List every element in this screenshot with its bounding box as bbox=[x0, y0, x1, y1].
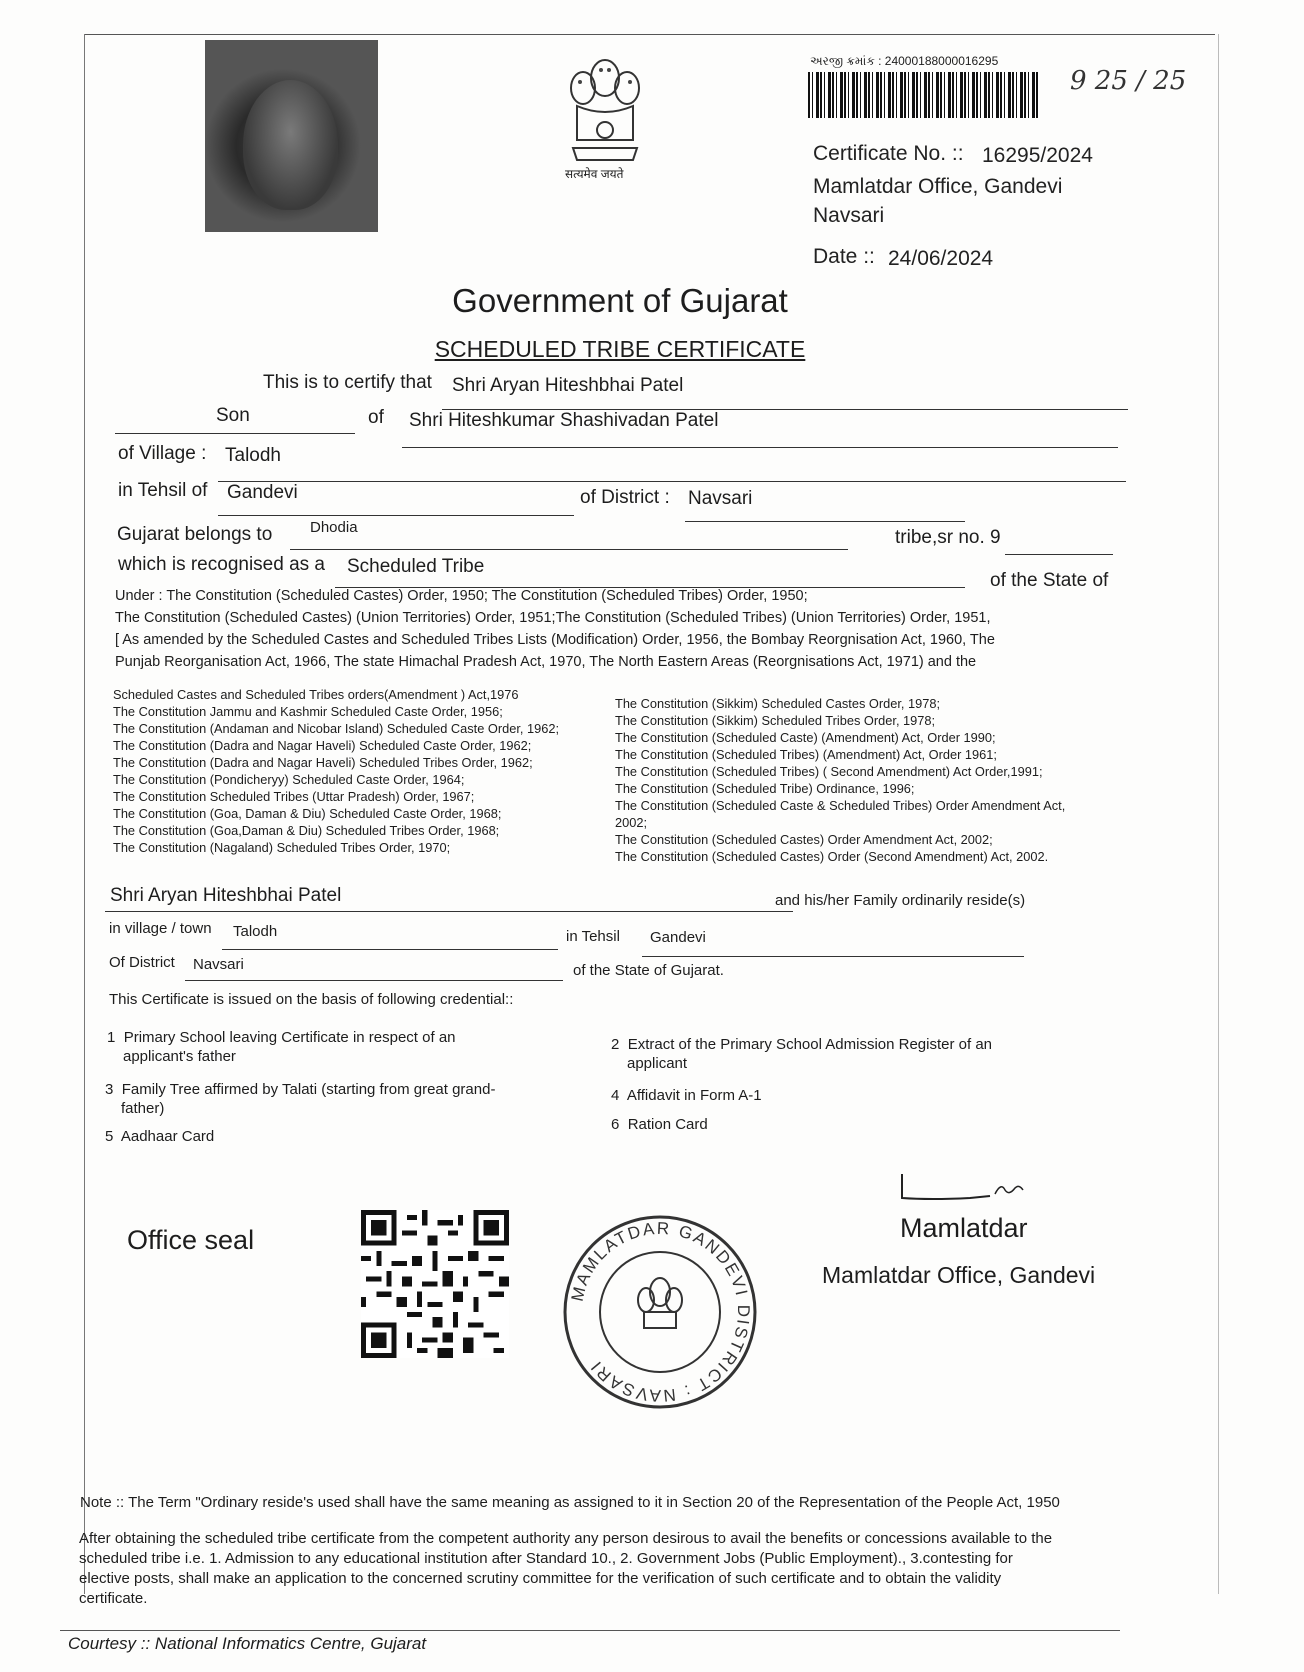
border-right bbox=[1218, 34, 1219, 1594]
district-value: Navsari bbox=[688, 488, 753, 509]
list-item: Scheduled Castes and Scheduled Tribes orders(Amendment ) Act,1976 bbox=[113, 687, 519, 702]
credentials-intro: This Certificate is issued on the basis of following credential:: bbox=[109, 991, 514, 1008]
credential-item: 4 Affidavit in Form A-1 bbox=[611, 1087, 762, 1104]
list-item: The Constitution (Scheduled Tribes) ( Second Amendment) Act Order,1991; bbox=[615, 764, 1043, 779]
svg-text:MAMLATDAR GANDEVI DISTRICT : N: MAMLATDAR GANDEVI DISTRICT : NAVSARI bbox=[567, 1218, 754, 1406]
date-label: Date :: bbox=[813, 245, 875, 268]
list-item: The Constitution (Scheduled Tribes) (Amendment) Act, Order 1961; bbox=[615, 747, 997, 762]
relation-label: Son bbox=[216, 405, 250, 426]
residence-village-label: in village / town bbox=[109, 920, 212, 937]
residence-tehsil-label: in Tehsil bbox=[566, 928, 620, 945]
underline bbox=[115, 433, 355, 434]
issuing-office: Mamlatdar Office, Gandevi bbox=[813, 175, 1063, 198]
list-item: The Constitution (Scheduled Tribe) Ordinance, 1996; bbox=[615, 781, 915, 796]
orders-list-right bbox=[615, 695, 1115, 865]
mamlatdar-stamp bbox=[560, 1212, 760, 1412]
certify-label: This is to certify that bbox=[263, 372, 432, 393]
underline bbox=[218, 481, 1126, 482]
underline bbox=[1005, 554, 1113, 555]
applicant-name: Shri Aryan Hiteshbhai Patel bbox=[452, 375, 684, 396]
signatory-office: Mamlatdar Office, Gandevi bbox=[822, 1262, 1096, 1288]
underline bbox=[222, 949, 558, 950]
signatory-designation: Mamlatdar bbox=[900, 1213, 1028, 1243]
credential-item: 1 Primary School leaving Certificate in respect of an applicant's father bbox=[107, 1029, 456, 1065]
list-item: The Constitution (Sikkim) Scheduled Castes Order, 1978; bbox=[615, 696, 941, 711]
residence-district-label: Of District bbox=[109, 954, 175, 971]
father-name: Shri Hiteshkumar Shashivadan Patel bbox=[409, 410, 719, 431]
list-item: The Constitution (Dadra and Nagar Haveli) Scheduled Tribes Order, 1962; bbox=[113, 755, 533, 770]
page-title: Government of Gujarat bbox=[452, 282, 788, 319]
list-item: The Constitution (Scheduled Caste) (Amendment) Act, Order 1990; bbox=[615, 730, 996, 745]
list-item: The Constitution (Goa, Daman & Diu) Scheduled Caste Order, 1968; bbox=[113, 806, 502, 821]
list-item: The Constitution (Scheduled Castes) Order Amendment Act, 2002; bbox=[615, 832, 993, 847]
application-number: અરજી ક્રમાંક : 24000188000016295 bbox=[810, 54, 999, 68]
handwritten-reference: 9 25 / 25 bbox=[1070, 66, 1187, 96]
note-benefits: After obtaining the scheduled tribe certificate from the competent authority any person desirous to avail the benefits or concessions available to the scheduled tribe i.e. 1. Admission to any educational institution after Standard 10., 2. Government Jobs (Public Employment)., 3.contesting for elective posts, shall make an application to the concerned scrutiny committee for the verification of such certificate and to obtain the validity certificate. bbox=[79, 1530, 1053, 1607]
issue-date: 24/06/2024 bbox=[888, 247, 994, 270]
list-item: The Constitution (Sikkim) Scheduled Tribes Order, 1978; bbox=[615, 713, 936, 728]
underline bbox=[402, 447, 1118, 448]
list-item: The Constitution (Andaman and Nicobar Island) Scheduled Caste Order, 1962; bbox=[113, 721, 560, 736]
list-item: The Constitution (Nagaland) Scheduled Tribes Order, 1970; bbox=[113, 840, 451, 855]
list-item: The Constitution (Dadra and Nagar Haveli) Scheduled Caste Order, 1962; bbox=[113, 738, 532, 753]
issuing-district: Navsari bbox=[813, 204, 885, 227]
reside-label: and his/her Family ordinarily reside(s) bbox=[775, 892, 1026, 909]
recognised-as: Scheduled Tribe bbox=[347, 556, 485, 577]
orders-list-left bbox=[113, 686, 603, 856]
credential-item: 5 Aadhaar Card bbox=[105, 1128, 215, 1145]
tehsil-label: in Tehsil of bbox=[118, 480, 208, 501]
underline bbox=[642, 956, 1024, 957]
border-top bbox=[85, 34, 1215, 35]
village-value: Talodh bbox=[225, 445, 281, 466]
signature bbox=[900, 1170, 1040, 1210]
credential-item: 6 Ration Card bbox=[611, 1116, 708, 1133]
credential-item: 3 Family Tree affirmed by Talati (starting from great grand- father) bbox=[105, 1081, 496, 1117]
orders-intro: Under : The Constitution (Scheduled Castes) Order, 1950; The Constitution (Scheduled Tribes) Order, 1950; The Constitution (Scheduled Castes) (Union Territories) Order, 1951;The Constitution (Scheduled Tribes) (Union Territories) Order, 1951, [ As amended by the Scheduled Castes and Scheduled Tribes Lists (Modification) Order, 1956, the Bombay Reorgnisation Act, 1960, The Punjab Reorganisation Act, 1966, The state Himachal Pradesh Act, 1970, The North Eastern Areas (Reorgnisations Act, 1971) and the bbox=[115, 588, 995, 670]
tehsil-value: Gandevi bbox=[227, 482, 298, 503]
underline bbox=[290, 549, 848, 550]
tribe-value: Dhodia bbox=[310, 519, 358, 536]
list-item: The Constitution Jammu and Kashmir Scheduled Caste Order, 1956; bbox=[113, 704, 503, 719]
underline bbox=[185, 980, 563, 981]
residence-district: Navsari bbox=[193, 956, 244, 973]
applicant-photo bbox=[205, 40, 378, 232]
belongs-label: Gujarat belongs to bbox=[117, 524, 273, 545]
footer-divider bbox=[60, 1630, 1120, 1631]
underline bbox=[105, 911, 793, 912]
village-label: of Village : bbox=[118, 443, 207, 464]
state-of-label: of the State of bbox=[990, 570, 1109, 591]
office-seal-label: Office seal bbox=[127, 1225, 255, 1255]
list-item: The Constitution Scheduled Tribes (Uttar Pradesh) Order, 1967; bbox=[113, 789, 475, 804]
underline bbox=[218, 515, 574, 516]
certificate-type: SCHEDULED TRIBE CERTIFICATE bbox=[434, 336, 806, 362]
list-item: The Constitution (Goa,Daman & Diu) Scheduled Tribes Order, 1968; bbox=[113, 823, 500, 838]
residence-village: Talodh bbox=[233, 923, 278, 940]
emblem-caption: सत्यमेव जयते bbox=[565, 167, 624, 181]
courtesy-credit: Courtesy :: National Informatics Centre, Gujarat bbox=[68, 1634, 427, 1653]
of-label: of bbox=[368, 407, 384, 428]
residence-state: of the State of Gujarat. bbox=[573, 962, 724, 979]
barcode bbox=[808, 72, 1040, 118]
note-ordinary-reside: Note :: The Term "Ordinary reside's used shall have the same meaning as assigned to it in Section 20 of the Representation of the People Act, 1950 bbox=[80, 1494, 1060, 1511]
certificate-number-label: Certificate No. :: bbox=[813, 142, 964, 165]
tribe-serial: tribe,sr no. 9 bbox=[895, 527, 1001, 548]
certificate-number: 16295/2024 bbox=[982, 144, 1093, 167]
qr-code bbox=[361, 1210, 509, 1358]
list-item: The Constitution (Scheduled Caste & Scheduled Tribes) Order Amendment Act, bbox=[615, 798, 1066, 813]
underline bbox=[685, 521, 965, 522]
credential-item: 2 Extract of the Primary School Admission Register of an applicant bbox=[611, 1036, 993, 1072]
resident-name: Shri Aryan Hiteshbhai Patel bbox=[110, 885, 342, 906]
list-item: 2002; bbox=[615, 815, 648, 830]
list-item: The Constitution (Scheduled Castes) Order (Second Amendment) Act, 2002. bbox=[615, 849, 1049, 864]
border-left bbox=[84, 34, 85, 1594]
list-item: The Constitution (Pondicheryy) Scheduled Caste Order, 1964; bbox=[113, 772, 465, 787]
district-label: of District : bbox=[580, 487, 670, 508]
residence-tehsil: Gandevi bbox=[650, 929, 706, 946]
recognised-label: which is recognised as a bbox=[118, 554, 325, 575]
